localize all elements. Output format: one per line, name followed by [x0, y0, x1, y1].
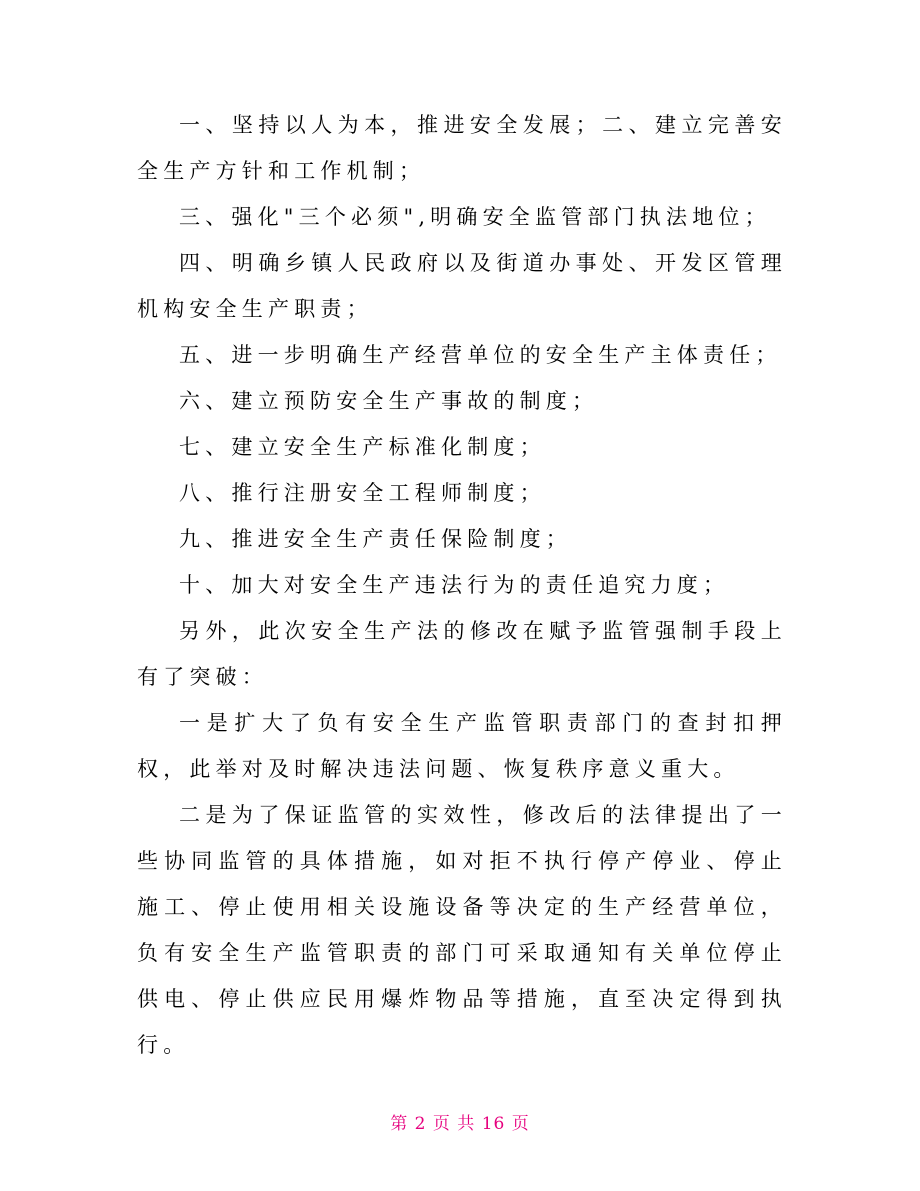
paragraph-10: 另外，此次安全生产法的修改在赋予监管强制手段上有了突破：	[137, 619, 787, 689]
page-number-footer: 第 2 页 共 16 页	[390, 1114, 530, 1134]
paragraph-1: 一、坚持以人为本，推进安全发展；二、建立完善安全生产方针和工作机制；	[137, 113, 787, 183]
paragraph-6: 七、建立安全生产标准化制度；	[179, 435, 546, 459]
paragraph-3: 四、明确乡镇人民政府以及街道办事处、开发区管理机构安全生产职责；	[137, 251, 787, 321]
document-body	[137, 102, 787, 1068]
paragraph-4: 五、进一步明确生产经营单位的安全生产主体责任；	[179, 343, 782, 367]
paragraph-7: 八、推行注册安全工程师制度；	[179, 481, 546, 505]
paragraph-12: 二是为了保证监管的实效性，修改后的法律提出了一些协同监管的具体措施，如对拒不执行停产停业、停止施工、停止使用相关设施设备等决定的生产经营单位，负有安全生产监管职责的部门可采取通知有关单位停止供电、停止供应民用爆炸物品等措施，直至决定得到执行。	[137, 803, 787, 1057]
paragraph-8: 九、推进安全生产责任保险制度；	[179, 527, 572, 551]
paragraph-2: 三、强化"三个必须",明确安全监管部门执法地位；	[179, 205, 771, 229]
paragraph-9: 十、加大对安全生产违法行为的责任追究力度；	[179, 573, 730, 597]
paragraph-11: 一是扩大了负有安全生产监管职责部门的查封扣押权，此举对及时解决违法问题、恢复秩序意义重大。	[137, 711, 787, 781]
paragraph-5: 六、建立预防安全生产事故的制度；	[179, 389, 599, 413]
